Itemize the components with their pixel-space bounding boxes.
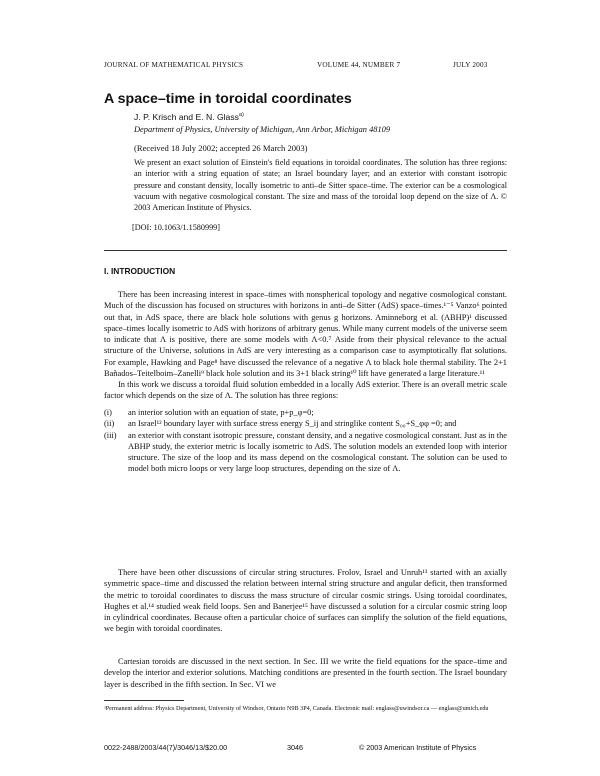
regions-list	[104, 407, 507, 475]
issue-date: JULY 2003	[453, 61, 488, 69]
authors: J. P. Krisch and E. N. Glass	[134, 112, 239, 122]
intro-paragraph-2: In this work we discuss a toroidal fluid solution embedded in a locally AdS exterior. There is an overall metric scale factor which depends on the size of Λ. The solution has three regions:	[104, 380, 507, 401]
received-dates: (Received 18 July 2002; accepted 26 March 2003)	[134, 143, 308, 153]
list-item-text: an interior solution with an equation of state, p+p_φ=0;	[128, 408, 314, 417]
author-footnote-marker: a)	[238, 112, 244, 119]
list-item-text: an Israel¹² boundary layer with surface stress energy S_ij and stringlike content S₀₀+S_φφ =0; and	[128, 419, 457, 429]
intro-paragraph-3: There have been other discussions of circular string structures. Frolov, Israel and Unruh¹³ started with an axially symmetric space–time and discussed the relation between internal string structure and angular deficit, then transformed the metric to toroidal coordinates to discuss the mass structure of circular cosmic strings. Using toroidal coordinates, Hughes et al.¹⁴ studied weak field loops. Sen and Banerjee¹⁵ have discussed a solution for a circular cosmic string loop in cylindrical coordinates. Because often a particular choice of surfaces can simplify the solution of the field equations, we begin with toroidal coordinates.	[104, 568, 507, 634]
article-code: 0022-2488/2003/44(7)/3046/13/$20.00	[104, 743, 228, 752]
list-item	[104, 407, 507, 418]
section-heading: I. INTRODUCTION	[104, 266, 176, 276]
doi: [DOI: 10.1063/1.1580999]	[132, 223, 221, 232]
footnote-divider	[104, 700, 184, 701]
footnote: ᵃPermanent address: Physics Department, University of Windsor, Ontario N9B 3P4, Canada. Electronic mail: englass@uwindsor.ca — englass@umich.edu	[104, 705, 489, 712]
affiliation: Department of Physics, University of Michigan, Ann Arbor, Michigan 48109	[134, 125, 391, 134]
copyright: © 2003 American Institute of Physics	[359, 743, 477, 752]
intro-paragraph-4: Cartesian toroids are discussed in the next section. In Sec. III we write the field equations for the space–time and develop the interior and exterior solutions. Matching conditions are presented in the fourth section. The Israel boundary layer is described in the fifth section. In Sec. VI we	[104, 657, 507, 689]
list-item-text: an exterior with constant isotropic pressure, constant density, and a negative cosmological constant. Just as in the ABHP study, the exterior metric is locally isometric to AdS. The solution models an extended loop with interior structure. The size of the loop and its mass depend on the cosmological constant. The solution can be used to model both micro loops or very large loop structures, depending on the size of Λ.	[128, 430, 507, 474]
journal-name: JOURNAL OF MATHEMATICAL PHYSICS	[104, 61, 244, 69]
list-item-number: (i)	[104, 408, 112, 417]
abstract: We present an exact solution of Einstein's field equations in toroidal coordinates. The solution has three regions: an interior with a string equation of state; an Israel boundary layer; and an exterior with constant isotropic pressure and constant density, locally isometric to anti–de Sitter space–time. The exterior can be a cosmological vacuum with negative cosmological constant. The size and mass of the toroidal loop depend on the size of Λ. © 2003 American Institute of Physics.	[134, 158, 507, 213]
article-title: A space–time in toroidal coordinates	[104, 91, 352, 107]
list-item-number: (ii)	[104, 419, 115, 429]
list-item	[104, 418, 507, 429]
intro-paragraph-1: There has been increasing interest in space–times with nonspherical topology and negative cosmological constant. Much of the discussion has focused on structures with horizons in anti–de Sitter (AdS) space–times.¹⁻⁵ Vanzo⁶ pointed out that, in AdS space, there are black hole solutions with genus g horizons. Aminneborg et al. (ABHP)¹ discussed space–times locally isometric to AdS with horizons of arbitrary genus. While many current models of the universe seem to indicate that Λ is positive, there are some models with Λ<0.⁷ Aside from their physical relevance to the actual structure of the Universe, solutions in AdS are very interesting as a comparison case to asymptotically flat solutions. For example, Hawking and Page⁸ have discussed the relevance of a negative Λ to black hole thermal stability. The 2+1 Bañados–Teitelboim–Zanelli⁹ black hole solution and its 3+1 black string¹⁰ lift have generated a large literature.¹¹	[104, 290, 507, 379]
abstract-divider	[104, 250, 507, 251]
author-line	[134, 112, 244, 122]
list-item	[104, 430, 507, 475]
list-item-number: (iii)	[104, 430, 117, 440]
page-number: 3046	[287, 743, 303, 752]
volume-number: VOLUME 44, NUMBER 7	[317, 61, 401, 69]
